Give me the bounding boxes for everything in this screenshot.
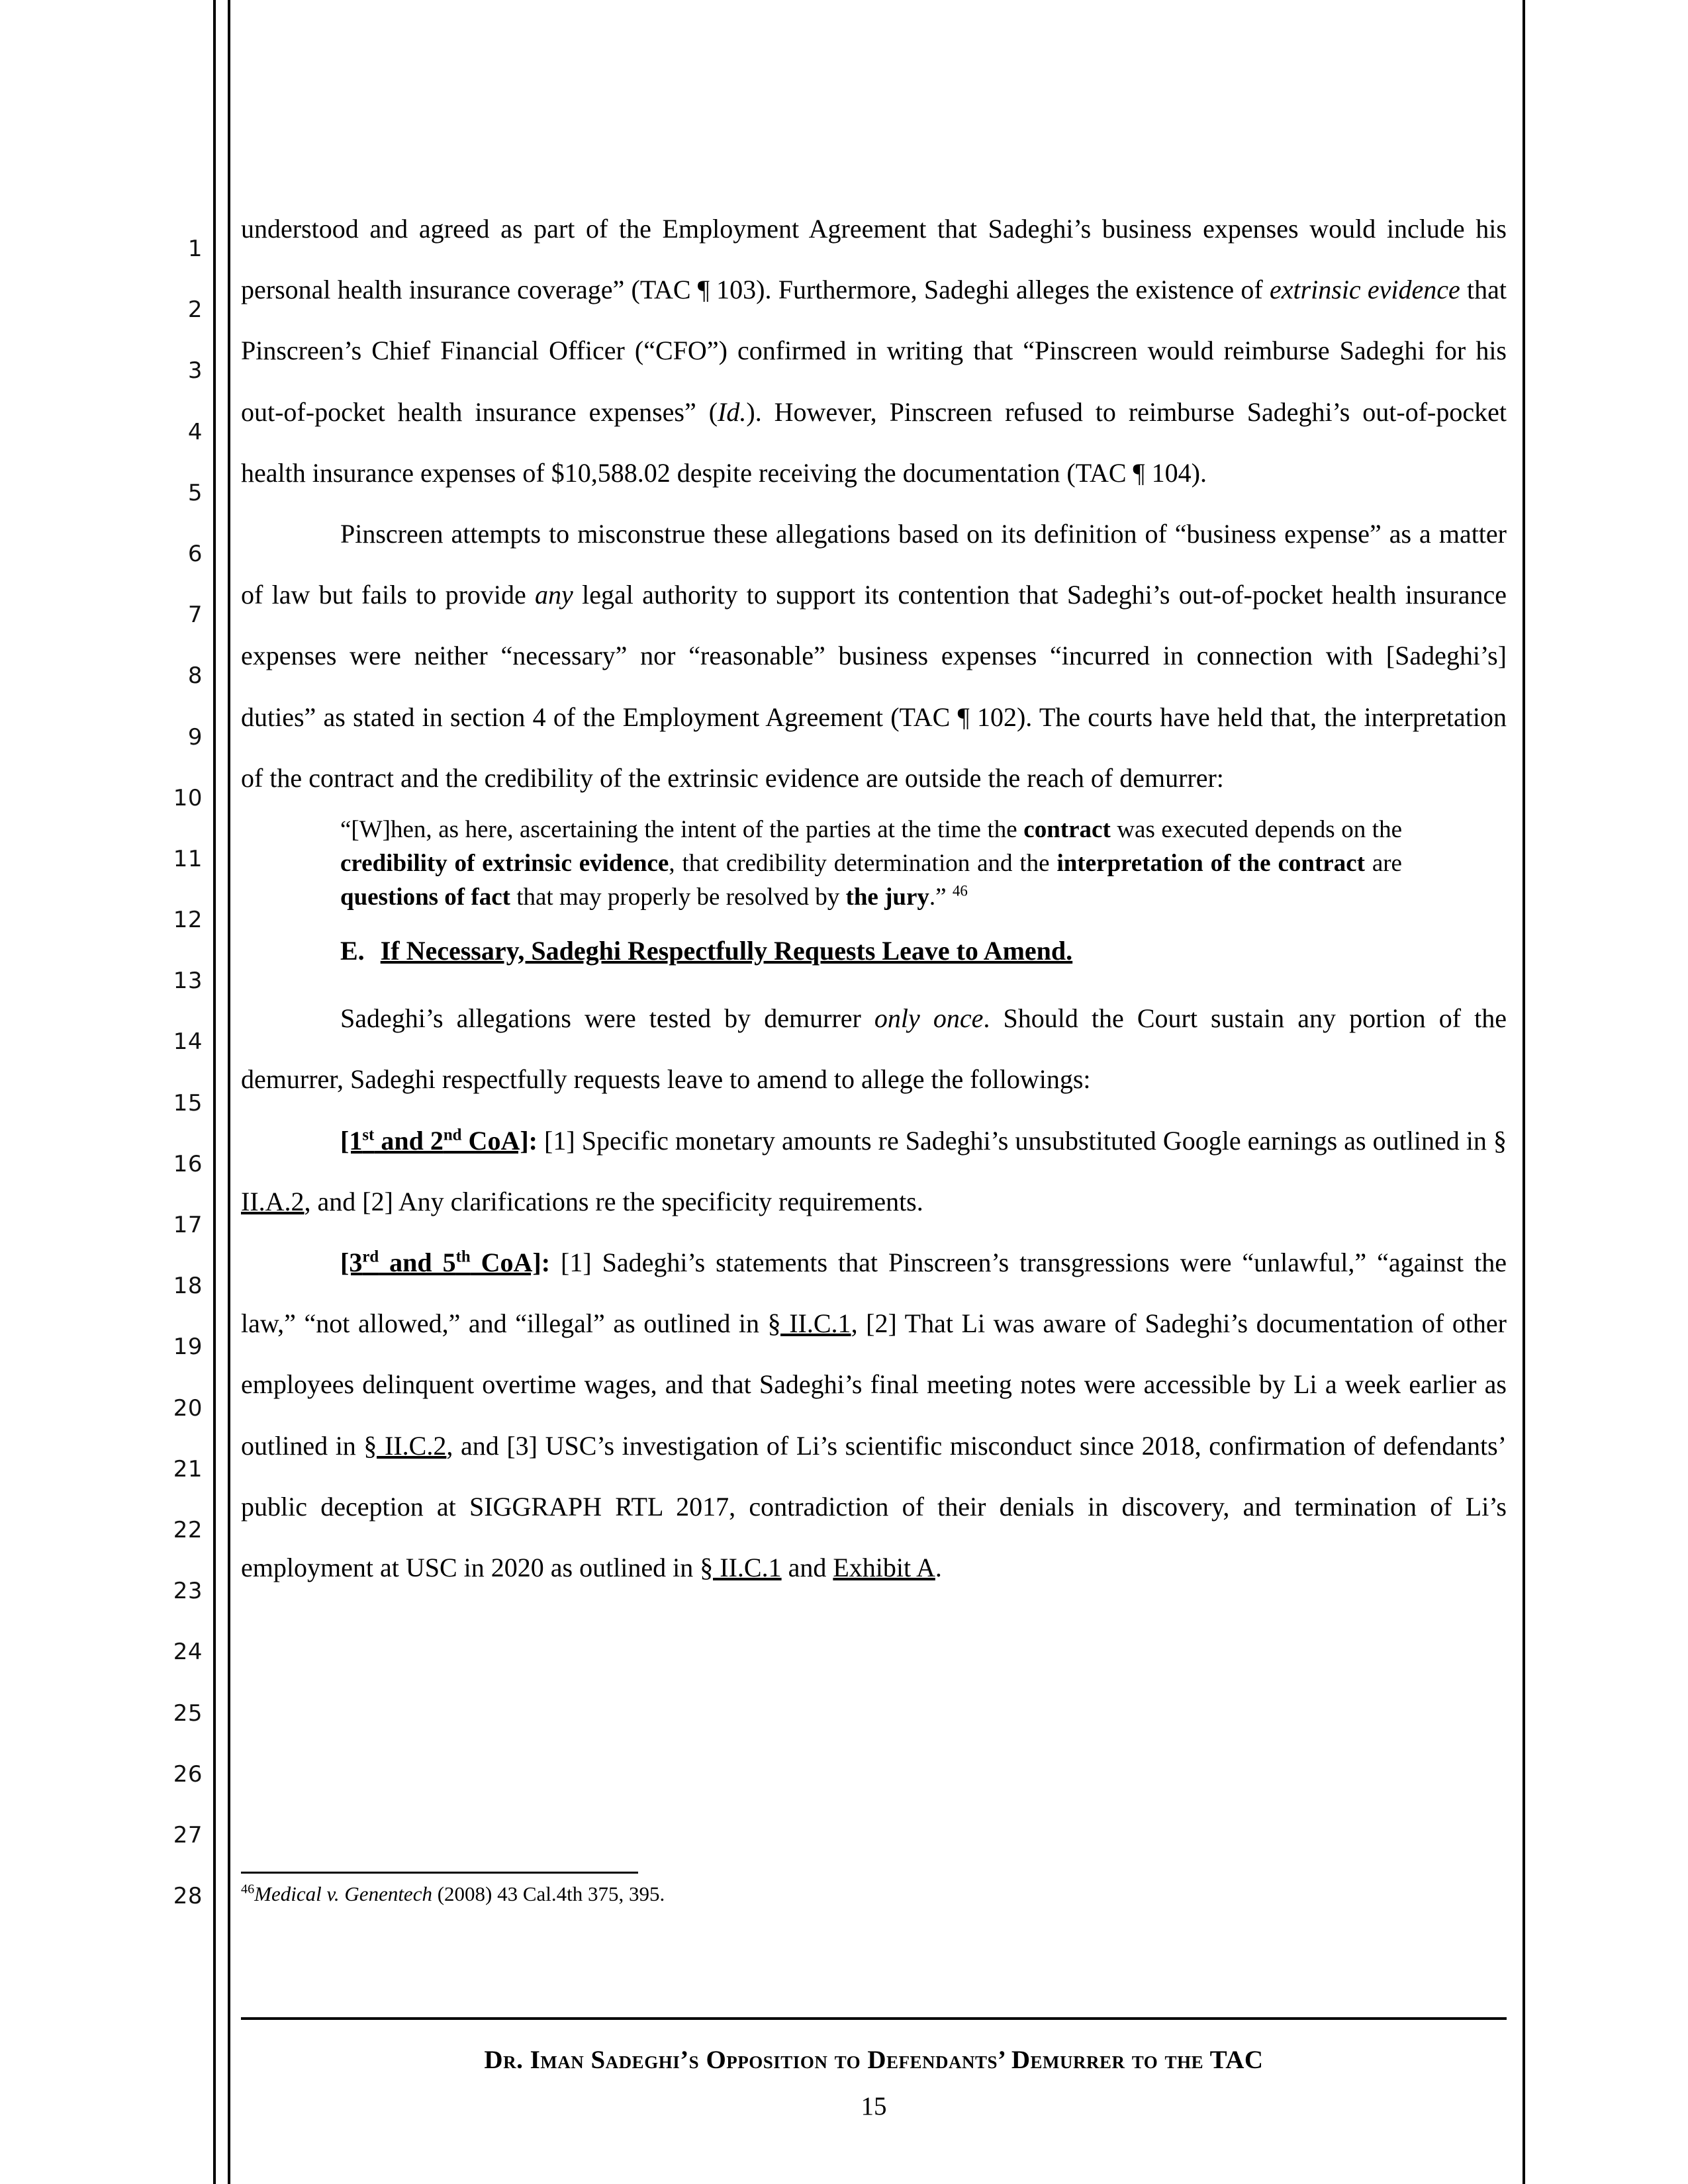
line-number: 18 — [173, 1273, 203, 1300]
text-run: are — [1364, 850, 1402, 878]
cross-reference-ii-a-2[interactable]: § II.A.2 — [241, 1125, 1507, 1216]
line-number: 24 — [173, 1639, 203, 1666]
pleading-rule-inner — [228, 0, 230, 2184]
line-number: 26 — [173, 1760, 203, 1788]
bold-contract: contract — [1023, 816, 1111, 844]
line-number: 3 — [187, 357, 203, 385]
line-number: 20 — [173, 1394, 203, 1422]
bold-questions-of-fact: questions of fact — [340, 884, 510, 911]
text-run: , and [2] Any clarifications re the specificity requirements. — [304, 1186, 923, 1216]
line-number: 22 — [173, 1516, 203, 1543]
text-run: , that credibility determination and the — [669, 850, 1057, 878]
ordinal-suffix-rd: rd — [362, 1248, 379, 1266]
bold-the-jury: the jury — [845, 884, 929, 911]
paragraph-first-second-coa — [241, 1111, 1507, 1232]
text-run: [1 — [340, 1125, 363, 1156]
document-body — [241, 199, 1507, 1598]
text-run: Pinscreen attempts to misconstrue these allegations based on its definition of “business expense” as a matter of law but fails to provide — [241, 519, 1507, 610]
line-number: 4 — [187, 418, 203, 445]
paragraph-continuation — [241, 199, 1507, 504]
footnote-case-name: Medical v. Genentech — [254, 1882, 432, 1905]
footer-title: Dr. Iman Sadeghi’s Opposition to Defendants’ Demurrer to the TAC — [484, 2046, 1264, 2074]
text-run: [1] Sadeghi’s statements that Pinscreen’s transgressions were “unlawful,” “against the law,” “not allowed,” and “illegal” as outlined in — [241, 1248, 1507, 1339]
footnote-citation: (2008) 43 Cal.4th 375, 395. — [432, 1882, 665, 1905]
line-number: 23 — [173, 1578, 203, 1605]
line-number: 5 — [187, 479, 203, 506]
text-run: “[W]hen, as here, ascertaining the intent of the parties at the time the — [340, 816, 1024, 844]
paragraph-third-fifth-coa — [241, 1232, 1507, 1598]
page-number: 15 — [861, 2092, 887, 2120]
line-number: 10 — [173, 784, 203, 811]
italic-extrinsic-evidence: extrinsic evidence — [1269, 275, 1460, 305]
text-run: CoA] — [461, 1125, 529, 1156]
text-run: [1] Specific monetary amounts re Sadeghi’s unsubstituted Google earnings as outlined in — [537, 1125, 1493, 1156]
section-letter: E. — [340, 936, 365, 966]
text-run: Sadeghi’s allegations were tested by demurrer — [340, 1003, 874, 1034]
line-number: 19 — [173, 1334, 203, 1361]
text-run: was executed depends on the — [1110, 816, 1402, 844]
text-run: , and [3] USC’s investigation of Li’s scientific misconduct since 2018, confirmation of defendants’ public deception at SIGGRAPH RTL 2017, contradiction of their denials in discovery, and termination of Li’s employment at USC in 2020 as outlined in — [241, 1430, 1507, 1583]
ordinal-suffix-nd: nd — [443, 1126, 462, 1144]
italic-any: any — [535, 580, 573, 610]
coa-colon: : — [528, 1125, 538, 1156]
coa-label-1st-2nd — [340, 1126, 529, 1156]
line-number: 27 — [173, 1821, 203, 1848]
coa-label-3rd-5th — [340, 1248, 541, 1277]
footnote-separator-rule — [241, 1872, 638, 1874]
text-run: [3 — [340, 1248, 363, 1278]
line-number: 1 — [187, 236, 203, 262]
cross-reference-ii-c-1-second[interactable]: § II.C.1 — [700, 1553, 782, 1583]
line-number: 16 — [173, 1150, 203, 1177]
block-quote — [340, 813, 1402, 914]
text-run: and 5 — [379, 1248, 456, 1278]
text-run: CoA] — [470, 1248, 541, 1278]
italic-only-once: only once — [874, 1003, 984, 1034]
paragraph-pinscreen-misconstrue — [241, 504, 1507, 809]
text-run: , [2] That Li was aware of Sadeghi’s documentation of other employees delinquent overtime wages, and that Sadeghi’s final meeting notes were accessible by Li a week earlier as outlined in — [241, 1308, 1507, 1461]
cross-reference-exhibit-a[interactable]: Exhibit A — [833, 1553, 935, 1583]
pleading-rule-outer — [213, 0, 216, 2184]
text-run: that may properly be resolved by — [510, 884, 846, 911]
line-number: 2 — [187, 296, 203, 324]
coa-colon: : — [541, 1248, 551, 1278]
line-number: 15 — [173, 1089, 203, 1116]
line-number: 25 — [173, 1700, 203, 1727]
paragraph-leave-to-amend — [241, 988, 1507, 1110]
footnote-section — [241, 1872, 1507, 1908]
text-run: legal authority to support its contention that Sadeghi’s out-of-pocket health insurance expenses were neither “necessary” nor “reasonable” business expenses “incurred in connection with [Sadeghi’s] duties” as stated in section 4 of the Employment Agreement (TAC ¶ 102). The courts have held that, the interpretation of the contract and the credibility of the extrinsic evidence are outside the reach of demurrer: — [241, 580, 1507, 793]
ordinal-suffix-th: th — [455, 1248, 471, 1266]
text-run: understood and agreed as part of the Employment Agreement that Sadeghi’s business expenses would include his personal health insurance coverage” (TAC ¶ 103). Furthermore, Sadeghi alleges the existence of — [241, 214, 1507, 305]
bold-interpretation-of-the-contract: interpretation of the contract — [1056, 850, 1365, 878]
text-run: that Pinscreen’s Chief Financial Officer (“CFO”) confirmed in writing that “Pinscreen would reimburse Sadeghi for his out-of-pocket health insurance expenses” ( — [241, 275, 1507, 427]
bold-credibility-of-extrinsic-evidence: credibility of extrinsic evidence — [340, 850, 669, 878]
line-number: 13 — [173, 968, 203, 995]
footnote-number: 46 — [241, 1882, 255, 1897]
line-number: 28 — [173, 1883, 203, 1910]
section-heading-e — [241, 921, 1507, 981]
cross-reference-ii-c-1[interactable]: § II.C.1 — [767, 1308, 851, 1339]
line-number: 6 — [187, 540, 203, 567]
text-run: ). However, Pinscreen refused to reimburse Sadeghi’s out-of-pocket health insurance expenses of $10,588.02 despite receiving the documentation (TAC ¶ 104). — [241, 396, 1507, 488]
text-run: . — [935, 1553, 942, 1583]
footnote-46 — [241, 1880, 1507, 1908]
line-number: 8 — [187, 662, 203, 690]
text-run: . Should the Court sustain any portion of the demurrer, Sadeghi respectfully requests leave to amend to allege the followings: — [241, 1003, 1507, 1095]
pleading-rule-right — [1523, 0, 1525, 2184]
line-number: 21 — [173, 1455, 203, 1482]
line-number: 9 — [187, 723, 203, 751]
line-number: 17 — [173, 1212, 203, 1238]
text-run: .” — [929, 884, 953, 911]
footer-separator-rule — [241, 2017, 1507, 2020]
italic-id-citation: Id. — [718, 396, 747, 427]
line-number-gutter — [146, 218, 203, 1927]
line-number: 14 — [173, 1028, 203, 1056]
ordinal-suffix-st: st — [362, 1126, 375, 1144]
line-number: 12 — [173, 907, 203, 934]
footnote-reference-46[interactable]: 46 — [952, 882, 968, 899]
text-run: and 2 — [374, 1125, 444, 1156]
line-number: 11 — [173, 845, 203, 872]
cross-reference-ii-c-2[interactable]: § II.C.2 — [363, 1430, 447, 1461]
text-run: and — [781, 1553, 833, 1583]
line-number: 7 — [187, 602, 203, 629]
section-title: If Necessary, Sadeghi Respectfully Requests Leave to Amend. — [380, 936, 1073, 966]
